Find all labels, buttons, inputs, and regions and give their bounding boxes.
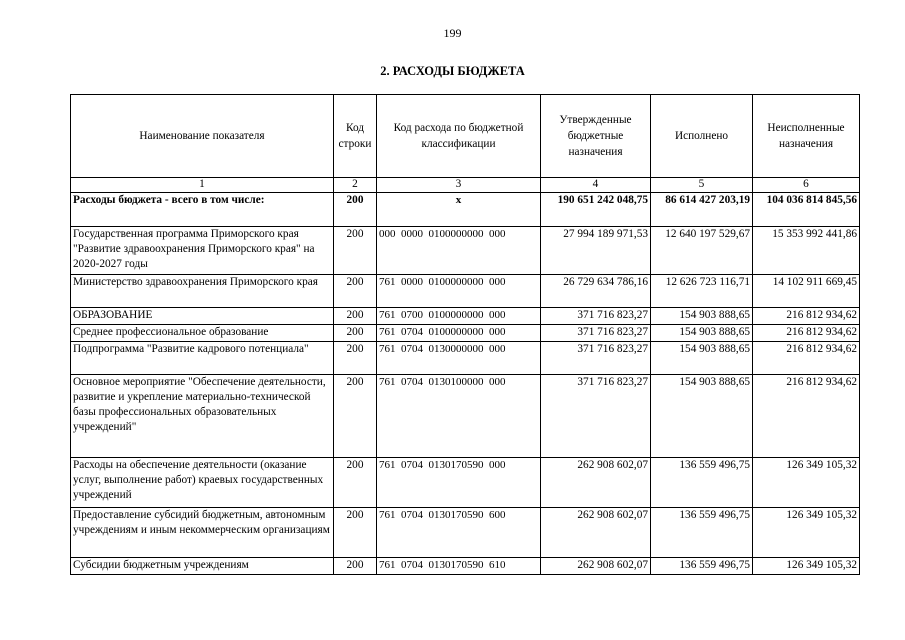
expense-code: 761 0704 0130170590 000 — [377, 458, 541, 508]
executed-amount: 12 640 197 529,67 — [651, 227, 753, 275]
column-number: 4 — [541, 178, 651, 193]
indicator-name: Среднее профессиональное образование — [71, 325, 334, 342]
approved-amount: 371 716 823,27 — [541, 375, 651, 458]
executed-amount: 154 903 888,65 — [651, 308, 753, 325]
column-number-row — [71, 178, 860, 193]
header-unexecuted: Неисполненные назначения — [753, 95, 860, 178]
table-row — [71, 342, 860, 375]
approved-amount: 262 908 602,07 — [541, 558, 651, 575]
executed-amount: 154 903 888,65 — [651, 375, 753, 458]
unexecuted-amount: 104 036 814 845,56 — [753, 193, 860, 227]
unexecuted-amount: 216 812 934,62 — [753, 308, 860, 325]
column-number: 2 — [334, 178, 377, 193]
indicator-name: Подпрограмма "Развитие кадрового потенциала" — [71, 342, 334, 375]
indicator-name: ОБРАЗОВАНИЕ — [71, 308, 334, 325]
header-row — [71, 95, 860, 178]
header-row-code: Код строки — [334, 95, 377, 178]
header-indicator-name: Наименование показателя — [71, 95, 334, 178]
table-row — [71, 458, 860, 508]
table-row — [71, 375, 860, 458]
approved-amount: 371 716 823,27 — [541, 308, 651, 325]
unexecuted-amount: 126 349 105,32 — [753, 508, 860, 558]
table-row — [71, 193, 860, 227]
header-executed: Исполнено — [651, 95, 753, 178]
approved-amount: 26 729 634 786,16 — [541, 275, 651, 308]
column-number: 5 — [651, 178, 753, 193]
row-code: 200 — [334, 308, 377, 325]
page-number: 199 — [443, 26, 462, 40]
expense-code: 761 0704 0130170590 610 — [377, 558, 541, 575]
table-row — [71, 558, 860, 575]
row-code: 200 — [334, 458, 377, 508]
indicator-name: Предоставление субсидий бюджетным, автономным учреждениям и иным некоммерческим организациям — [71, 508, 334, 558]
table-row — [71, 308, 860, 325]
row-code: 200 — [334, 375, 377, 458]
row-code: 200 — [334, 508, 377, 558]
approved-amount: 262 908 602,07 — [541, 508, 651, 558]
unexecuted-amount: 216 812 934,62 — [753, 342, 860, 375]
unexecuted-amount: 15 353 992 441,86 — [753, 227, 860, 275]
row-code: 200 — [334, 342, 377, 375]
expense-code: 000 0000 0100000000 000 — [377, 227, 541, 275]
expense-code: х — [377, 193, 541, 227]
approved-amount: 371 716 823,27 — [541, 342, 651, 375]
unexecuted-amount: 126 349 105,32 — [753, 558, 860, 575]
executed-amount: 12 626 723 116,71 — [651, 275, 753, 308]
row-code: 200 — [334, 558, 377, 575]
table-row — [71, 275, 860, 308]
indicator-name: Расходы на обеспечение деятельности (оказание услуг, выполнение работ) краевых государственных учреждений — [71, 458, 334, 508]
expense-code: 761 0704 0100000000 000 — [377, 325, 541, 342]
executed-amount: 136 559 496,75 — [651, 508, 753, 558]
executed-amount: 154 903 888,65 — [651, 325, 753, 342]
row-code: 200 — [334, 275, 377, 308]
indicator-name: Государственная программа Приморского края "Развитие здравоохранения Приморского края" на 2020-2027 годы — [71, 227, 334, 275]
approved-amount: 371 716 823,27 — [541, 325, 651, 342]
unexecuted-amount: 216 812 934,62 — [753, 325, 860, 342]
row-code: 200 — [334, 325, 377, 342]
header-expense-code: Код расхода по бюджетной классификации — [377, 95, 541, 178]
approved-amount: 27 994 189 971,53 — [541, 227, 651, 275]
executed-amount: 136 559 496,75 — [651, 458, 753, 508]
expense-code: 761 0704 0130000000 000 — [377, 342, 541, 375]
table-row — [71, 508, 860, 558]
column-number: 3 — [377, 178, 541, 193]
indicator-name: Министерство здравоохранения Приморского края — [71, 275, 334, 308]
section-title: 2. РАСХОДЫ БЮДЖЕТА — [380, 64, 525, 78]
unexecuted-amount: 126 349 105,32 — [753, 458, 860, 508]
expense-code: 761 0700 0100000000 000 — [377, 308, 541, 325]
column-number: 1 — [71, 178, 334, 193]
executed-amount: 154 903 888,65 — [651, 342, 753, 375]
executed-amount: 86 614 427 203,19 — [651, 193, 753, 227]
row-code: 200 — [334, 193, 377, 227]
executed-amount: 136 559 496,75 — [651, 558, 753, 575]
budget-expenses-table — [70, 94, 860, 575]
approved-amount: 190 651 242 048,75 — [541, 193, 651, 227]
row-code: 200 — [334, 227, 377, 275]
indicator-name: Расходы бюджета - всего в том числе: — [71, 193, 334, 227]
indicator-name: Субсидии бюджетным учреждениям — [71, 558, 334, 575]
approved-amount: 262 908 602,07 — [541, 458, 651, 508]
table-row — [71, 227, 860, 275]
expense-code: 761 0000 0100000000 000 — [377, 275, 541, 308]
table-row — [71, 325, 860, 342]
unexecuted-amount: 216 812 934,62 — [753, 375, 860, 458]
column-number: 6 — [753, 178, 860, 193]
expense-code: 761 0704 0130100000 000 — [377, 375, 541, 458]
unexecuted-amount: 14 102 911 669,45 — [753, 275, 860, 308]
expense-code: 761 0704 0130170590 600 — [377, 508, 541, 558]
indicator-name: Основное мероприятие "Обеспечение деятельности, развитие и укрепление материально-технической базы профессиональных образовательных учреждений" — [71, 375, 334, 458]
header-approved: Утвержденные бюджетные назначения — [541, 95, 651, 178]
